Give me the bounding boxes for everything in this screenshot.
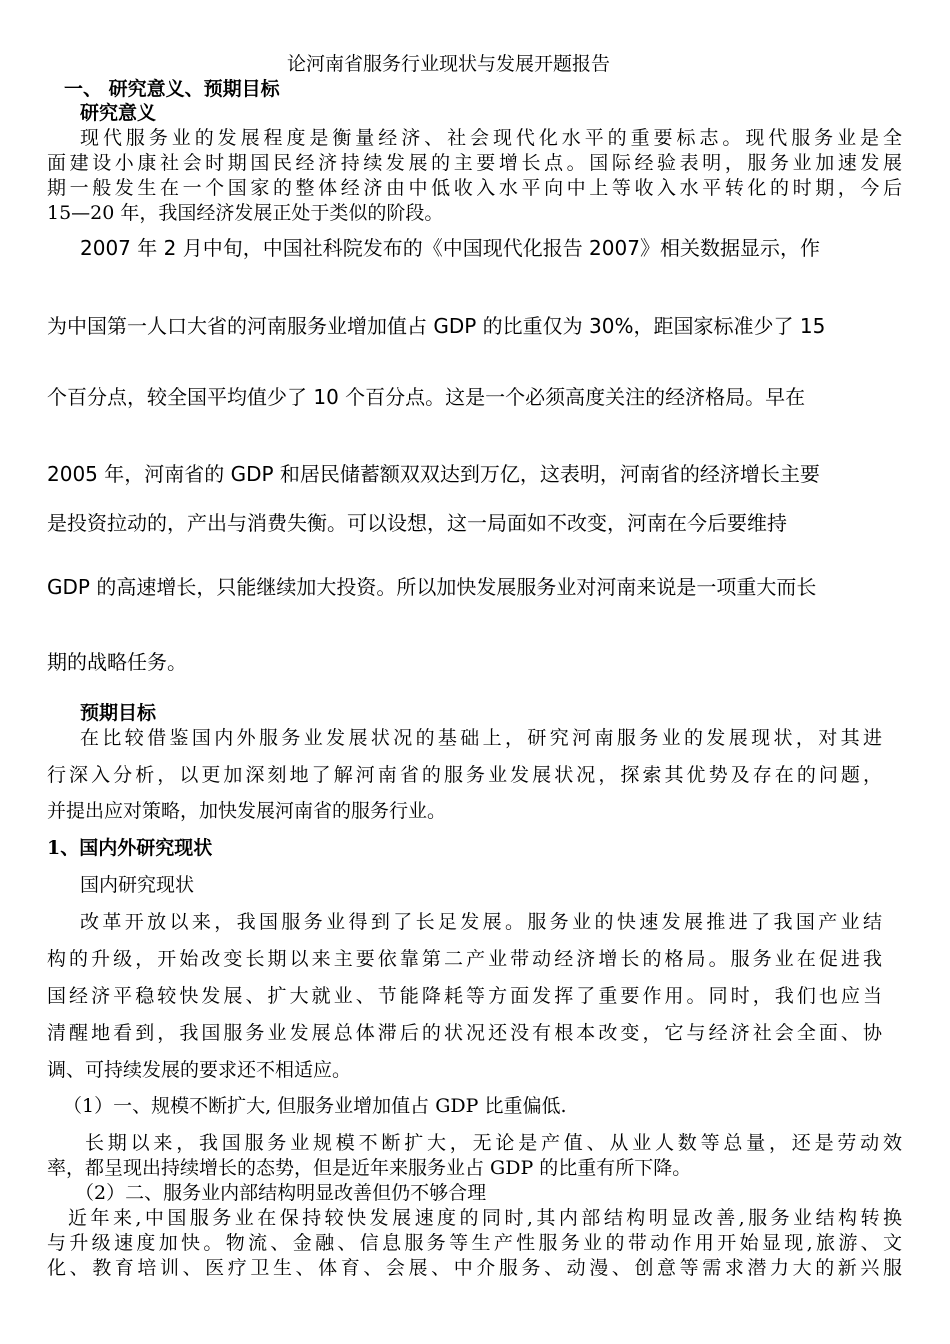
paragraph-line: 构的升级，开始改变长期以来主要依靠第二产业带动经济增长的格局。服务业在促进我 <box>47 948 882 970</box>
subheading-research-significance: 研究意义 <box>80 102 157 124</box>
paragraph-line: 个百分点，较全国平均值少了 10 个百分点。这是一个必须高度关注的经济格局。早在 <box>47 385 806 409</box>
paragraph-line: 期一般发生在一个国家的整体经济由中低收入水平向中上等收入水平转化的时期，今后 <box>47 177 902 199</box>
list-item-scale-expansion: （1）一、规模不断扩大, 但服务业增加值占 GDP 比重偏低. <box>63 1095 567 1117</box>
paragraph-line: 15—20 年，我国经济发展正处于类似的阶段。 <box>47 202 444 224</box>
paragraph-line: 改革开放以来，我国服务业得到了长足发展。服务业的快速发展推进了我国产业结 <box>80 911 882 933</box>
section-heading-research-status: 1、国内外研究现状 <box>47 837 213 859</box>
paragraph-line: GDP 的高速增长，只能继续加大投资。所以加快发展服务业对河南来说是一项重大而长 <box>47 575 817 599</box>
paragraph-line: 面建设小康社会时期国民经济持续发展的主要增长点。国际经验表明，服务业加速发展 <box>47 152 902 174</box>
paragraph-line: 与升级速度加快。物流、金融、信息服务等生产性服务业的带动作用开始显现,旅游、文 <box>47 1232 902 1254</box>
subheading-expected-goals: 预期目标 <box>80 702 157 724</box>
paragraph-line: 在比较借鉴国内外服务业发展状况的基础上，研究河南服务业的发展现状，对其进 <box>80 727 882 749</box>
paragraph-line: 为中国第一人口大省的河南服务业增加值占 GDP 的比重仅为 30%，距国家标准少了 15 <box>47 314 826 338</box>
paragraph-line: 并提出应对策略，加快发展河南省的服务行业。 <box>47 800 447 822</box>
paragraph-line: 率，都呈现出持续增长的态势，但是近年来服务业占 GDP 的比重有所下降。 <box>47 1157 692 1179</box>
paragraph-line: 是投资拉动的，产出与消费失衡。可以设想，这一局面如不改变，河南在今后要维持 <box>47 511 787 535</box>
paragraph-line: 2005 年，河南省的 GDP 和居民储蓄额双双达到万亿，这表明，河南省的经济增长主要 <box>47 462 820 486</box>
paragraph-line: 国经济平稳较快发展、扩大就业、节能降耗等方面发挥了重要作用。同时，我们也应当 <box>47 985 882 1007</box>
paragraph-line: 现代服务业的发展程度是衡量经济、社会现代化水平的重要标志。现代服务业是全 <box>80 127 902 149</box>
document-title: 论河南省服务行业现状与发展开题报告 <box>287 53 611 75</box>
paragraph-line: 2007 年 2 月中旬，中国社科院发布的《中国现代化报告 2007》相关数据显示，作 <box>80 236 820 260</box>
section-heading-significance-goals: 一、 研究意义、预期目标 <box>64 78 280 100</box>
paragraph-line: 行深入分析，以更加深刻地了解河南省的服务业发展状况，探索其优势及存在的问题， <box>47 764 882 786</box>
paragraph-line: 调、可持续发展的要求还不相适应。 <box>47 1059 352 1081</box>
paragraph-line: 期的战略任务。 <box>47 650 187 674</box>
paragraph-line: 清醒地看到，我国服务业发展总体滞后的状况还没有根本改变，它与经济社会全面、协 <box>47 1022 882 1044</box>
subheading-domestic-research: 国内研究现状 <box>80 874 195 896</box>
paragraph-line: 近年来,中国服务业在保持较快发展速度的同时,其内部结构明显改善,服务业结构转换 <box>68 1207 902 1229</box>
paragraph-line: 化、教育培训、医疗卫生、体育、会展、中介服务、动漫、创意等需求潜力大的新兴服 <box>47 1257 902 1279</box>
list-item-structure-improvement: （2）二、服务业内部结构明显改善但仍不够合理 <box>75 1182 487 1204</box>
paragraph-line: 长期以来，我国服务业规模不断扩大，无论是产值、从业人数等总量，还是劳动效 <box>85 1132 902 1154</box>
